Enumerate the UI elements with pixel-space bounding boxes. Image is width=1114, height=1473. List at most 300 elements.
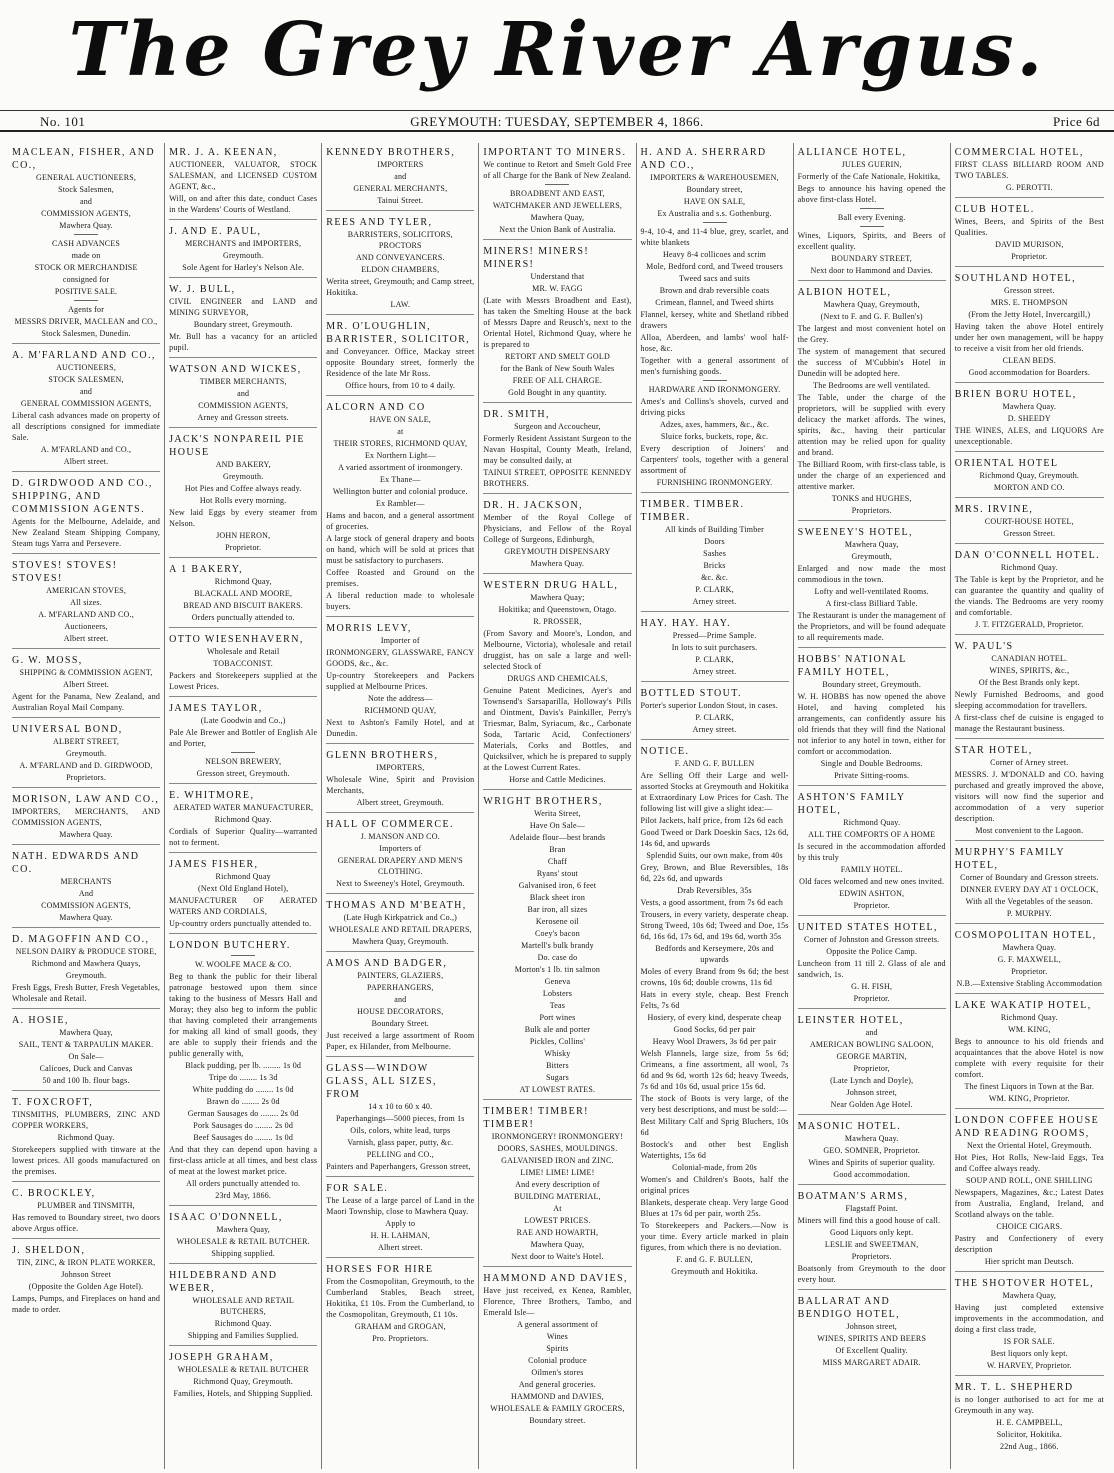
advertisement-heading: NOTICE. — [640, 746, 690, 757]
advertisement-line: With all the Vegetables of the season. — [965, 897, 1093, 906]
advertisement-line: IRONMONGERY, GLASSWARE, FANCY GOODS, &c., &c. — [326, 648, 475, 668]
advertisement-line: GENERAL MERCHANTS, — [353, 184, 448, 193]
advertisement-line: Vests, a good assortment, from 7s 6d each — [640, 898, 784, 907]
advertisement-line: Port wines — [539, 1013, 576, 1022]
advertisement-line: MESSRS DRIVER, MACLEAN and CO., — [14, 317, 158, 326]
advertisement-line: Surgeon and Accoucheur, — [514, 422, 601, 431]
advertisement-line: Horse and Cattle Medicines. — [509, 775, 606, 784]
advertisement — [955, 385, 1104, 452]
divider — [74, 234, 98, 235]
advertisement-line: Richmond Quay, Greymouth. — [193, 1377, 293, 1386]
advertisement-line: Johnson street, — [846, 1088, 897, 1097]
advertisement-line: Has removed to Boundary street, two doors above Argus office. — [12, 1213, 161, 1233]
advertisement-line: FREE OF ALL CHARGE. — [512, 376, 603, 385]
advertisement-line: STOCK SALESMEN, — [48, 375, 124, 384]
advertisement-line: HAVE ON SALE, — [683, 197, 746, 206]
advertisement — [798, 1292, 946, 1372]
advertisement-heading: REES AND TYLER, — [326, 217, 433, 228]
advertisement — [12, 790, 160, 845]
advertisement-line: CIVIL ENGINEER and LAND and MINING SURVEYOR, — [169, 297, 318, 317]
advertisement-line: Cordials of Superior Quality—warranted not to ferment. — [169, 827, 318, 847]
advertisement-line: Of the Best Brands only kept. — [978, 678, 1080, 687]
advertisement-line: MERCHANTS and IMPORTERS, — [185, 239, 302, 248]
advertisement-line: SHIPPING & COMMISSION AGENT, — [19, 668, 153, 677]
advertisement — [326, 213, 474, 315]
advertisement-line: Albert street, Greymouth. — [356, 798, 444, 807]
advertisement — [955, 546, 1104, 635]
advertisement-line: Tripe do ........ 1s 3d — [208, 1073, 278, 1082]
advertisement-line: Bitters — [546, 1061, 569, 1070]
advertisement-line: CHOICE CIGARS. — [996, 1222, 1063, 1231]
advertisement-line: A. M'FARLAND and CO., — [40, 445, 132, 454]
advertisement — [326, 619, 474, 744]
advertisement-line: and — [394, 995, 407, 1004]
advertisement-line: 9-4, 10-4, and 11-4 blue, grey, scarlet, and white blankets — [640, 227, 789, 247]
advertisement-line: Bricks — [703, 561, 726, 570]
advertisement-line: G. F. MAXWELL, — [997, 955, 1061, 964]
advertisement — [483, 143, 631, 240]
advertisement-heading: LEINSTER HOTEL, — [797, 1015, 904, 1026]
advertisement-heading: JAMES TAYLOR, — [169, 703, 263, 714]
advertisement-line: Splendid Suits, our own make, from 40s — [646, 851, 783, 860]
advertisement-line: Together with a general assortment of men's furnishing goods. — [640, 356, 789, 376]
advertisement-line: 23rd May, 1866. — [215, 1191, 272, 1200]
advertisement-line: Bedfords and Kerseymere, 20s and upwards — [655, 944, 774, 964]
advertisement-line: The Lease of a large parcel of Land in the Maori Township, close to Mawhera Quay. — [326, 1196, 475, 1216]
advertisement — [798, 918, 946, 1009]
advertisement-heading: MURPHY'S FAMILY HOTEL, — [954, 847, 1065, 871]
advertisement-line: Moles of every Brand from 9s 6d; the best crowns, 10s 6d; double crowns, 11s 6d — [640, 967, 789, 987]
advertisement-line: Tweed sacs and suits — [679, 274, 750, 283]
advertisement-line: Wines and Spirits of superior quality. — [808, 1158, 936, 1167]
advertisement-line: and — [237, 389, 250, 398]
advertisement-line: WHOLESALE & RETAIL BUTCHER. — [176, 1237, 310, 1246]
advertisement-line: and — [394, 172, 407, 181]
advertisement-line: Boundary street, Greymouth. — [193, 320, 293, 329]
advertisement-line: Corner of Arney street. — [990, 758, 1069, 767]
advertisement-line: A. M'FARLAND AND CO., — [38, 610, 134, 619]
advertisement-line: (Next to F. and G. F. Bullen's) — [820, 312, 923, 321]
advertisement-line: THE WINES, ALES, and LIQUORS Are unexceptionable. — [954, 426, 1104, 446]
advertisement — [955, 637, 1104, 739]
advertisement-heading: WATSON AND WICKES, — [169, 364, 302, 375]
advertisement — [798, 788, 946, 916]
advertisement-line: EDWIN ASHTON, — [839, 889, 905, 898]
advertisement-line: Drab Reversibles, 35s — [677, 886, 752, 895]
advertisement-line: Next door to Waite's Hotel. — [511, 1252, 604, 1261]
advertisement-line: and — [79, 197, 93, 206]
advertisement-line: Grey, Brown, and Blue Reversibles, 18s 6d, 22s 6d, and upwards — [640, 863, 789, 883]
advertisement-line: Member of the Royal College of Physicians, and Fellow of the Royal College of Surgeons, Edinburgh, — [483, 513, 632, 544]
advertisement-heading: T. FOXCROFT, — [12, 1097, 94, 1108]
advertisement-line: Wellington butter and colonial produce. — [332, 487, 468, 496]
advertisement-line: Martell's bulk brandy — [521, 941, 594, 950]
advertisement-heading: AMOS AND BADGER, — [326, 958, 448, 969]
advertisement-line: HAVE ON SALE, — [369, 415, 431, 424]
advertisement — [955, 269, 1104, 383]
advertisement — [955, 500, 1104, 544]
advertisement-line: Next the Oriental Hotel, Greymouth. — [966, 1141, 1092, 1150]
advertisement-line: PAINTERS, GLAZIERS, — [357, 971, 444, 980]
advertisement-line: TONKS and HUGHES, — [831, 494, 912, 503]
advertisement-line: JOHN HERON, — [216, 531, 271, 540]
advertisement-line: consigned for — [62, 275, 110, 284]
advertisement-line: COMMISSION AGENTS, — [41, 901, 131, 910]
issue-number: No. 101 — [40, 114, 86, 129]
advertisement-heading: THOMAS AND M'BEATH, — [326, 900, 467, 911]
advertisement-line: IS FOR SALE. — [1003, 1337, 1055, 1346]
advertisement-line: FIRST CLASS BILLIARD ROOM AND TWO TABLES. — [954, 160, 1104, 180]
advertisement-heading: MR. O'LOUGHLIN, BARRISTER, SOLICITOR, — [326, 321, 471, 345]
advertisement-line: RICHMOND QUAY, — [364, 706, 437, 715]
advertisement-line: The Table is kept by the Proprietor, and he can guarantee the quantity and quality of the viands. The Bedrooms are very roomy and comfortable. — [954, 575, 1104, 617]
advertisement — [169, 1348, 317, 1403]
advertisement-line: Families, Hotels, and Shipping Supplied. — [173, 1389, 313, 1398]
advertisement — [955, 200, 1104, 267]
advertisement-heading: HILDEBRAND AND WEBER, — [169, 1270, 278, 1294]
advertisement-line: Sashes — [703, 549, 727, 558]
advertisement-line: Wholesale Wine, Spirit and Provision Merchants, — [326, 775, 475, 795]
advertisement-line: Ryans' stout — [536, 869, 578, 878]
advertisement-line: Mawhera Quay. — [1002, 943, 1057, 952]
advertisement-heading: HOBBS' NATIONAL FAMILY HOTEL, — [797, 654, 907, 678]
advertisement-line: Will, on and after this date, conduct Cases in the Wardens' Courts of Westland. — [169, 194, 318, 214]
advertisement-line: Fresh Eggs, Fresh Butter, Fresh Vegetables, Wholesale and Retail. — [12, 983, 161, 1003]
advertisement-line: J. MANSON AND CO. — [360, 832, 440, 841]
advertisement — [483, 576, 631, 790]
advertisement — [483, 1269, 631, 1430]
advertisement-heading: JOSEPH GRAHAM, — [169, 1352, 274, 1363]
advertisement-line: BUILDING MATERIAL, — [514, 1192, 601, 1201]
advertisement-line: LESLIE and SWEETMAN, — [824, 1240, 919, 1249]
advertisement-line: Next the Union Bank of Australia. — [499, 225, 616, 234]
advertisement-line: Proprietor. — [853, 994, 890, 1003]
advertisement-line: &c. &c. — [701, 573, 729, 582]
advertisement — [326, 398, 474, 617]
advertisement-line: STOCK OR MERCHANDISE — [34, 263, 138, 272]
advertisement-line: Ex Australia and s.s. Gothenburg. — [657, 209, 772, 218]
advertisement-line: Mawhera Quay, Greymouth, — [823, 300, 920, 309]
advertisement-line: Hot Rolls every morning. — [199, 496, 287, 505]
advertisement-line: Richmond Quay. — [214, 815, 272, 824]
advertisement-heading: IMPORTANT TO MINERS. — [483, 147, 627, 158]
advertisement-line: NELSON DAIRY & PRODUCE STORE, — [15, 947, 157, 956]
advertisement-line: PELLING and CO., — [366, 1150, 434, 1159]
advertisement-line: Boundary Street. — [371, 1019, 430, 1028]
advertisement-heading: E. WHITMORE, — [169, 790, 255, 801]
advertisement-line: for the Bank of New South Wales — [500, 364, 615, 373]
advertisement-line: (Late Goodwin and Co.,) — [200, 716, 286, 725]
advertisement-line: Stock Salesmen, — [58, 185, 114, 194]
advertisement-line: COURT-HOUSE HOTEL, — [984, 517, 1074, 526]
advertisement-line: MORTON AND CO. — [993, 483, 1065, 492]
advertisement-line: The Table, under the charge of the proprietors, will be supplied with every delicacy the market affords. The wines, spirits, &c., having their particular attention may be relied upon for quality and brand. — [797, 393, 946, 457]
advertisement-line: Importer of — [380, 636, 420, 645]
advertisement-line: Albert Street. — [63, 680, 110, 689]
advertisement-line: Corner of Boundary and Gresson streets. — [960, 873, 1099, 882]
advertisement-line: TINSMITHS, PLUMBERS, ZINC AND COPPER WORKERS, — [12, 1110, 161, 1130]
advertisement — [169, 699, 317, 784]
advertisement-line: WM. KING, — [1008, 1025, 1051, 1034]
divider — [860, 208, 884, 209]
advertisement-line: Proprietor. — [1011, 252, 1048, 261]
advertisement-line: All orders punctually attended to. — [186, 1179, 301, 1188]
advertisement-line: Chaff — [547, 857, 567, 866]
advertisement-line: MESSRS. J. M'DONALD and CO. having purchased and greatly improved the above, visitors will now find the superior and accommodation of a very superior description. — [954, 770, 1104, 823]
advertisement-line: PLUMBER and TINSMITH, — [37, 1201, 135, 1210]
advertisement-heading: SOUTHLAND HOTEL, — [954, 273, 1077, 284]
advertisement-line: MR. W. FAGG — [532, 284, 583, 293]
advertisement-heading: MORRIS LEVY, — [326, 623, 412, 634]
advertisement-line: SOUP AND ROLL, ONE SHILLING — [965, 1176, 1093, 1185]
advertisement-heading: BOATMAN'S ARMS, — [797, 1191, 909, 1202]
advertisement — [326, 1260, 474, 1348]
advertisement-line: Most convenient to the Lagoon. — [975, 826, 1084, 835]
advertisement-line: Wines, Liquors, Spirits, and Beers of excellent quality. — [797, 231, 946, 251]
advertisement-line: LIME! LIME! LIME! — [520, 1168, 595, 1177]
divider — [703, 222, 727, 223]
advertisement-line: Bostock's and other best English Watertights, 15s 6d — [640, 1140, 789, 1160]
advertisement-line: AT LOWEST RATES. — [519, 1085, 596, 1094]
advertisement-line: And — [78, 889, 94, 898]
advertisement — [169, 1266, 317, 1346]
advertisement — [12, 847, 160, 928]
advertisement-line: Trousers, in every variety, desperate cheap. Strong Tweed, 10s 6d; Tweed and Doe, 15s 6d, 16s 6d, 17s 6d, and 19s 6d, worth 35s — [640, 910, 789, 941]
advertisement-line: TIN, ZINC, & IRON PLATE WORKER, — [16, 1258, 156, 1267]
advertisement-line: Alloa, Aberdeen, and lambs' wool half-hose, &c. — [640, 333, 789, 353]
advertisement-line: Solicitor, Hokitika. — [996, 1430, 1062, 1439]
advertisement-line: Next to Ashton's Family Hotel, and at Dunedin. — [326, 718, 475, 738]
advertisement-line: BREAD AND BISCUIT BAKERS. — [183, 601, 303, 610]
advertisement-line: The Bedrooms are well ventilated. — [813, 381, 931, 390]
advertisement-line: N.B.—Extensive Stabling Accommodation — [956, 979, 1103, 988]
advertisement-line: MRS. E. THOMPSON — [990, 298, 1068, 307]
advertisement-line: AUCTIONEER, VALUATOR, STOCK SALESMAN, and LICENSED CUSTOM AGENT, &c., — [169, 160, 318, 191]
advertisement-line: Johnson Street — [61, 1270, 111, 1279]
advertisement-line: The stock of Boots is very large, of the very best descriptions, and must be sold:— — [640, 1094, 789, 1114]
advertisement-line: GENERAL DRAPERY AND MEN'S CLOTHING. — [337, 856, 463, 876]
advertisement-line: Pale Ale Brewer and Bottler of English Ale and Porter, — [169, 728, 318, 748]
advertisement-line: Greymouth. — [222, 251, 264, 260]
advertisement-line: Auctioneers, — [64, 622, 108, 631]
advertisement-line: Opposite the Police Camp. — [826, 947, 918, 956]
advertisement-heading: OTTO WIESENHAVERN, — [169, 634, 304, 645]
advertisement — [483, 1102, 631, 1267]
advertisement-heading: WESTERN DRUG HALL, — [483, 580, 619, 591]
advertisement-heading: DAN O'CONNELL HOTEL. — [954, 550, 1100, 561]
advertisement — [12, 474, 160, 554]
advertisement-line: Formerly Resident Assistant Surgeon to the Navan Hospital, County Meath, Ireland, may be consulted daily, at — [483, 434, 632, 465]
advertisement-line: Shipping and Families Supplied. — [187, 1331, 299, 1340]
column-7 — [951, 143, 1108, 1469]
advertisement-heading: HAMMOND AND DAVIES, — [483, 1273, 628, 1284]
advertisement-line: Begs to announce to his old friends and acquaintances that the above Hotel is now complete with every requisite for their comfort. — [954, 1037, 1104, 1079]
divider — [545, 184, 569, 185]
advertisement-line: From the Cosmopolitan, Greymouth, to the Cumberland Stables, Beach street, Hokitika, £1 10s. From the Cumberland, to the Cosmopolitan, Greymouth, £1 10s. — [326, 1277, 475, 1319]
advertisement-line: Sluice forks, buckets, rope, &c. — [660, 432, 769, 441]
advertisement-line: (From the Jetty Hotel, Invercargill,) — [968, 310, 1091, 319]
advertisement-line: TOBACCONIST. — [213, 659, 274, 668]
advertisement-line: Hot Pies and Coffee always ready. — [184, 484, 302, 493]
advertisement — [955, 143, 1104, 198]
advertisement-heading: W. J. BULL, — [169, 284, 236, 295]
advertisement-line: Richmond Quay. — [214, 1319, 272, 1328]
advertisement — [955, 1274, 1104, 1376]
advertisement-line: (Late with Messrs Broadbent and East), has taken the Smelting House at the back of Messrs Dapre and Reusch's, next to the Oriental Hotel, Richmond Quay, where he is prepared to — [483, 296, 632, 349]
advertisement-line: AUCTIONEERS, — [56, 363, 117, 372]
advertisement-line: DINNER EVERY DAY AT 1 O'CLOCK, — [960, 885, 1099, 894]
advertisement-heading: HORSES FOR HIRE — [326, 1264, 434, 1275]
advertisement-line: A large stock of general drapery and boots on hand, which will be sold at prices that must be satisfactory to purchasers. — [326, 534, 475, 565]
advertisement-line: Black sheet iron — [529, 893, 586, 902]
column-3 — [322, 143, 479, 1469]
advertisement-line: DOORS, SASHES, MOULDINGS. — [497, 1144, 618, 1153]
advertisement-line: Best liquors only kept. — [990, 1349, 1068, 1358]
advertisement-line: Colonial produce — [528, 1356, 587, 1365]
advertisement-line: Hier spricht man Deutsch. — [984, 1257, 1074, 1266]
advertisement-line: Stock Salesmen, Dunedin. — [41, 329, 131, 338]
advertisement-line: Varnish, glass paper, putty, &c. — [347, 1138, 454, 1147]
advertisement-line: GALVANISED IRON and ZINC. — [501, 1156, 614, 1165]
advertisement-line: Wines — [546, 1332, 568, 1341]
advertisement — [12, 1241, 160, 1319]
advertisement-line: Richmond Quay. — [1000, 563, 1058, 572]
advertisement-line: Richmond Quay. — [843, 818, 901, 827]
advertisement-line: Importers of — [379, 844, 422, 853]
advertisement-line: THEIR STORES, RICHMOND QUAY, — [333, 439, 468, 448]
advertisement-line: WHOLESALE AND RETAIL BUTCHERS, — [192, 1296, 294, 1316]
advertisement-line: Boundary street, — [686, 185, 743, 194]
advertisement-line: Formerly of the Cafe Nationale, Hokitika, — [797, 172, 941, 181]
column-4 — [479, 143, 636, 1469]
advertisement-heading: G. W. MOSS, — [12, 655, 83, 666]
advertisement-line: Mawhera Quay, — [844, 540, 899, 549]
advertisement — [169, 143, 317, 220]
advertisement — [12, 346, 160, 472]
advertisement-line: Blankets, desperate cheap. Very large Good Blues at 17s 6d per pair, worth 25s. — [640, 1198, 789, 1218]
advertisement-line: FAMILY HOTEL. — [840, 865, 903, 874]
advertisement-line: Mawhera Quay, — [1002, 1291, 1057, 1300]
advertisement-line: WATCHMAKER AND JEWELLERS, — [492, 201, 623, 210]
advertisement-line: Werita Street, — [534, 809, 581, 818]
advertisement-line: IRONMONGERY! IRONMONGERY! — [491, 1132, 624, 1141]
advertisement-heading: BOTTLED STOUT. — [640, 688, 742, 699]
advertisement-heading: ORIENTAL HOTEL — [954, 458, 1059, 469]
advertisement — [12, 651, 160, 718]
advertisement-line: Good Tweed or Dark Doeskin Sacs, 12s 6d, 14s 6d, and upwards — [640, 828, 789, 848]
advertisement-heading: C. BROCKLEY, — [12, 1188, 96, 1199]
advertisement-line: Genuine Patent Medicines, Ayer's and Townsend's Sarsaparilla, Holloway's Pills and Ointment, Davis's Painkiller, Perry's Triesmar, Balm, Syriacum, &c., Carbonate Soda, Tartaric Acid, Confectioners' Materials, Corks and Bottles, and Quicksilver, which he is prepared to supply at the Lowest Current Rates. — [483, 686, 632, 772]
advertisement — [169, 786, 317, 853]
advertisement-line: Ames's and Collins's shovels, curved and driving picks — [640, 397, 789, 417]
advertisement-heading: COMMERCIAL HOTEL, — [954, 147, 1084, 158]
advertisement-line: Morton's 1 lb. tin salmon — [514, 965, 601, 974]
advertisement — [12, 1011, 160, 1091]
divider — [860, 226, 884, 227]
advertisement-line: HAMMOND and DAVIES, — [511, 1392, 604, 1401]
advertisement-line: Best Military Calf and Sprig Bluchers, 10s 6d — [640, 1117, 789, 1137]
advertisement-line: (Late Hugh Kirkpatrick and Co.,) — [343, 913, 458, 922]
advertisement-line: Proprietors. — [66, 773, 107, 782]
advertisement-line: Geneva — [544, 977, 571, 986]
advertisement-line: Private Sitting-rooms. — [834, 771, 910, 780]
advertisement-line: A. M'FARLAND and D. GIRDWOOD, — [19, 761, 153, 770]
advertisement-line: Galvanised iron, 6 feet — [518, 881, 597, 890]
advertisement-heading: FOR SALE. — [326, 1183, 389, 1194]
advertisement-line: (Late Lynch and Doyle), — [830, 1076, 914, 1085]
advertisement-line: Are Selling Off their Large and well-assorted Stocks at Greymouth and Hokitika at Extraordinary Low Prices for Cash. The following list will give a slight idea:— — [640, 771, 789, 813]
advertisement — [798, 283, 946, 521]
advertisement-line: IMPORTERS, MERCHANTS, AND COMMISSION AGENTS, — [12, 807, 161, 827]
advertisement — [641, 614, 789, 682]
advertisement — [169, 430, 317, 558]
advertisement-line: Greymouth. — [222, 472, 264, 481]
advertisement-line: German Sausages do ........ 2s 0d — [187, 1109, 299, 1118]
advertisement-line: The Restaurant is under the management of the Proprietors, and will be found adequate to all requirements made. — [797, 611, 946, 642]
advertisement-line: Calicoes, Duck and Canvas — [39, 1064, 133, 1073]
advertisement-line: BOUNDARY STREET, — [831, 254, 912, 263]
advertisement — [169, 1208, 317, 1264]
advertisement — [326, 746, 474, 813]
advertisement-line: Welsh Flannels, large size, from 5s 6d; Crimeans, a fine assortment, all wool, 7s 6d and 9s 6d, worth 12s 6d; heavy Tweeds, 7s 6d and 10s 6d, usual price 15s 6d. — [640, 1049, 789, 1091]
advertisement — [641, 143, 789, 493]
advertisement-line: All kinds of Building Timber — [665, 525, 765, 534]
advertisement-line: Up-country Storekeepers and Packers supplied at Melbourne Prices. — [326, 671, 475, 691]
advertisement-heading: DR. H. JACKSON, — [483, 500, 583, 511]
advertisement-line: Do. case do — [537, 953, 578, 962]
advertisement-line: Boundary street, Greymouth. — [822, 680, 922, 689]
advertisement-line: Newly Furnished Bedrooms, and good sleeping accommodation for travellers. — [954, 690, 1104, 710]
advertisement-line: GRAHAM and GROGAN, — [354, 1322, 446, 1331]
advertisement-line: 22nd Aug., 1866. — [1000, 1442, 1059, 1451]
advertisement-line: (From Savory and Moore's, London, and Melbourne, Victoria), wholesale and retail druggist, has on sale a large and well-selected Stock of — [483, 629, 632, 671]
advertisement-line: GENERAL COMMISSION AGENTS, — [20, 399, 152, 408]
advertisement-heading: KENNEDY BROTHERS, — [326, 147, 456, 158]
advertisement-line: ELDON CHAMBERS, — [361, 265, 440, 274]
advertisement-line: Wholesale and Retail — [206, 647, 280, 656]
advertisement — [169, 280, 317, 358]
advertisement-line: The finest Liquors in Town at the Bar. — [964, 1082, 1095, 1091]
advertisement-columns — [8, 143, 1108, 1469]
advertisement-line: CLEAN BEDS. — [1002, 356, 1056, 365]
advertisement-line: Luncheon from 11 till 2. Glass of ale and sandwich, 1s. — [797, 959, 946, 979]
advertisement-line: Mawhera Quay. — [530, 559, 585, 568]
advertisement-line: Crimean, flannel, and Tweed shirts — [655, 298, 774, 307]
advertisement-line: CASH ADVANCES — [52, 239, 121, 248]
advertisement-line: Liberal cash advances made on property of all descriptions consigned for immediate Sale. — [12, 411, 161, 442]
advertisement-line: Mawhera Quay, — [530, 213, 585, 222]
advertisement — [798, 1117, 946, 1185]
advertisement-line: and — [79, 387, 93, 396]
advertisement-line: Black pudding, per lb. ........ 1s 0d — [185, 1061, 302, 1070]
advertisement-line: Richmond Quay. — [57, 1133, 115, 1142]
advertisement-line: Paperhangings—5000 pieces, from 1s — [336, 1114, 465, 1123]
advertisement-line: Greymouth, — [851, 552, 892, 561]
advertisement-line: IMPORTERS & WAREHOUSEMEN, — [650, 173, 779, 182]
advertisement-line: Up-country orders punctually attended to. — [169, 919, 312, 928]
advertisement-line: 14 x 10 to 60 x 40. — [368, 1102, 433, 1111]
advertisement — [483, 496, 631, 574]
advertisement-line: On Sale— — [68, 1052, 104, 1061]
advertisement-line: Coffee Roasted and Ground on the premises. — [326, 568, 475, 588]
advertisement-line: Beg to thank the public for their liberal patronage bestowed upon them since taking to the business of Messrs Hall and Moray; they also beg to inform the public that having completed their arrangements for making all kind of small goods, they are able to supply their friends and the public generally with, — [169, 972, 318, 1058]
advertisement-line: HARDWARE AND IRONMONGERY. — [648, 385, 781, 394]
advertisement-line: Albert street. — [378, 1243, 423, 1252]
advertisement-line: Gresson street, Greymouth. — [196, 769, 290, 778]
advertisement-line: Pastry and Confectionery of every description — [954, 1234, 1104, 1254]
advertisement-heading: J. AND E. PAUL, — [169, 226, 262, 237]
advertisement-line: ALBERT STREET, — [53, 737, 120, 746]
